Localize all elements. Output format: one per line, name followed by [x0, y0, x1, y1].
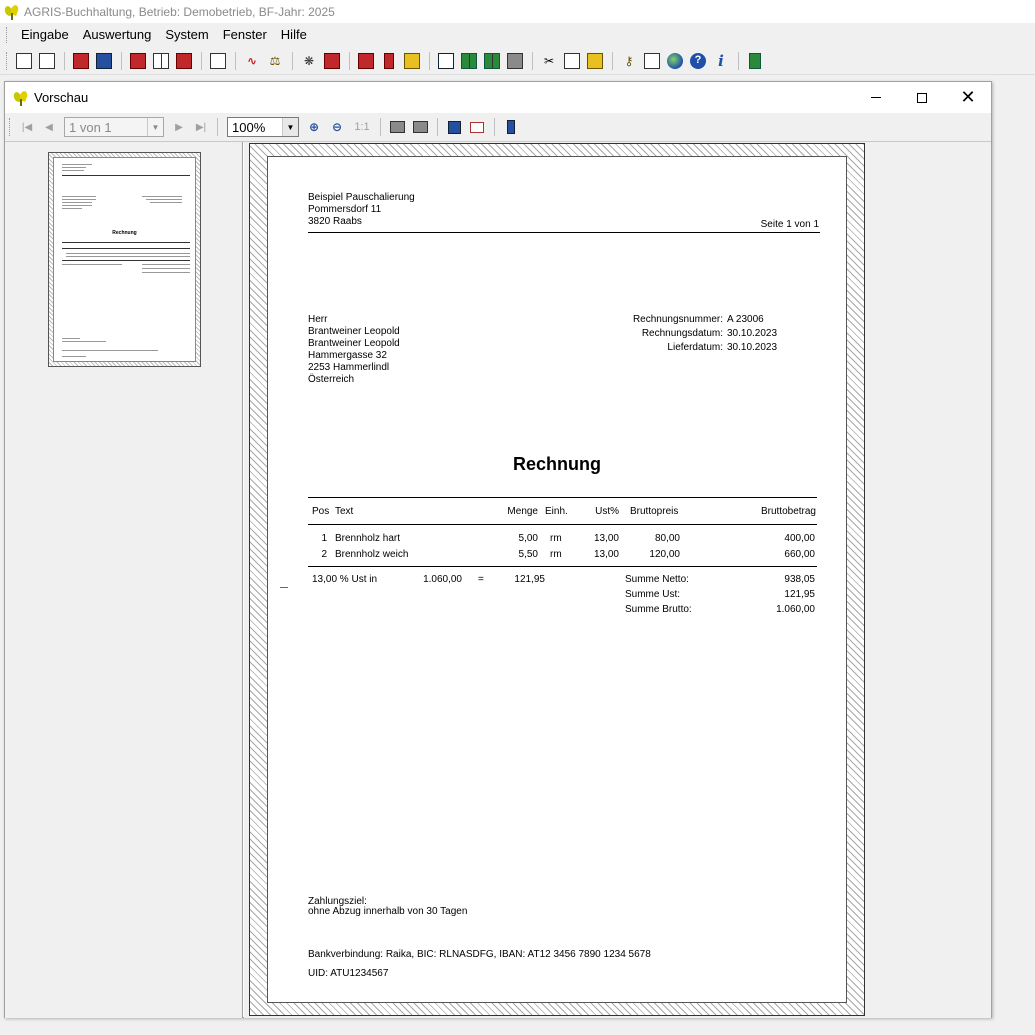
row-2-bruttopreis: 120,00 — [649, 549, 680, 560]
app-title: AGRIS-Buchhaltung, Betrieb: Demobetrieb, BF-Jahr: 2025 — [24, 4, 335, 19]
preview-window — [4, 81, 992, 1018]
globe-icon[interactable] — [664, 50, 686, 72]
col-bruttopreis: Bruttopreis — [630, 506, 679, 517]
copy-icon[interactable] — [207, 50, 229, 72]
maximize-button[interactable] — [899, 82, 945, 113]
minimize-button[interactable] — [853, 82, 899, 113]
recipient-name-2: Brantweiner Leopold — [308, 338, 400, 349]
minimize-icon — [871, 97, 881, 98]
toolbar-separator — [612, 52, 613, 70]
page-thumbnail[interactable] — [48, 152, 201, 367]
edit-icon[interactable] — [13, 50, 35, 72]
preview-toolbar — [5, 113, 991, 141]
next-page-icon[interactable]: ▶ — [175, 121, 183, 133]
payment-terms: ohne Abzug innerhalb von 30 Tagen — [308, 906, 468, 917]
scale-icon[interactable]: ⚖ — [269, 53, 281, 68]
tractor-icon[interactable] — [127, 50, 149, 72]
printer-stack-icon[interactable] — [93, 50, 115, 72]
truck-icon[interactable] — [355, 50, 377, 72]
margin-marker — [280, 587, 288, 588]
payment-label: Zahlungsziel: — [308, 896, 367, 907]
col-ust: Ust% — [595, 506, 619, 517]
toolbar-separator — [380, 118, 381, 136]
print-setup-icon[interactable] — [409, 116, 431, 138]
thumbnail-heading: Rechnung — [112, 230, 137, 236]
agris-logo-icon — [4, 4, 20, 20]
preview-title: Vorschau — [34, 90, 89, 105]
row-2-pos: 2 — [321, 549, 327, 560]
save-icon[interactable] — [504, 50, 526, 72]
toolbar-grip[interactable] — [6, 52, 9, 70]
window-controls — [853, 82, 991, 113]
row-2-bruttobetrag: 660,00 — [784, 549, 815, 560]
header-rule — [308, 232, 820, 233]
save-icon[interactable] — [443, 116, 465, 138]
invoice-number-value: A 23006 — [727, 314, 764, 325]
first-page-icon[interactable]: |◀ — [21, 121, 33, 133]
toolbar-separator — [494, 118, 495, 136]
invoice-number-label: Rechnungsnummer: — [632, 314, 723, 325]
uid-number: UID: ATU1234567 — [308, 968, 389, 979]
page-select[interactable] — [64, 117, 164, 137]
chevron-down-icon[interactable]: ▼ — [282, 118, 298, 136]
preview-toolbar-grip[interactable] — [9, 118, 12, 136]
recipient-salutation: Herr — [308, 314, 328, 325]
sum-ust-value: 121,95 — [784, 589, 815, 600]
paste-icon[interactable] — [561, 50, 583, 72]
sum-brutto-value: 1.060,00 — [776, 604, 815, 615]
close-icon: ✕ — [960, 86, 976, 108]
table-top-rule — [308, 497, 817, 498]
sum-netto-value: 938,05 — [784, 574, 815, 585]
toolbar-separator — [201, 52, 202, 70]
delivery-date-value: 30.10.2023 — [727, 342, 778, 353]
report-icon[interactable] — [435, 50, 457, 72]
row-1-text: Brennholz hart — [335, 533, 401, 544]
table-bottom-rule — [308, 566, 817, 567]
toolbar-separator — [437, 118, 438, 136]
bank-details: Bankverbindung: Raika, BIC: RLNASDFG, IBAN: AT12 3456 7890 1234 5678 — [308, 949, 651, 960]
thumbnail-page — [53, 157, 196, 362]
last-page-icon[interactable]: ▶| — [195, 121, 207, 133]
toolbar-separator — [64, 52, 65, 70]
columns-alt-icon[interactable] — [481, 50, 503, 72]
page-frame — [249, 143, 865, 1016]
invoice-heading: Rechnung — [513, 454, 601, 474]
preview-title-bar — [5, 82, 991, 113]
menu-system[interactable]: System — [165, 27, 209, 42]
worker-icon[interactable] — [401, 50, 423, 72]
menu-hilfe[interactable]: Hilfe — [280, 27, 307, 42]
stack-icon[interactable] — [641, 50, 663, 72]
tax-amount: 121,95 — [514, 574, 545, 585]
row-2-einh: rm — [550, 549, 562, 560]
app-title-bar — [0, 0, 1035, 23]
menubar-grip[interactable] — [6, 27, 9, 43]
toolbar-separator — [292, 52, 293, 70]
recipient-street: Hammergasse 32 — [308, 350, 387, 361]
maximize-icon — [917, 93, 927, 103]
prev-page-icon[interactable]: ◀ — [45, 121, 53, 133]
zoom-select[interactable] — [227, 117, 299, 137]
page-view-area[interactable] — [244, 142, 991, 1018]
row-1-bruttobetrag: 400,00 — [784, 533, 815, 544]
menubar — [0, 23, 1035, 47]
menu-eingabe[interactable]: Eingabe — [21, 27, 69, 42]
main-toolbar — [0, 47, 1035, 75]
table-header-rule — [308, 524, 817, 525]
farm-icon[interactable] — [70, 50, 92, 72]
preview-body — [5, 141, 991, 1017]
exit-icon[interactable] — [744, 50, 766, 72]
toolbar-separator — [121, 52, 122, 70]
toolbar-separator — [738, 52, 739, 70]
chart-icon[interactable]: ∿ — [246, 53, 258, 68]
sender-street: Pommersdorf 11 — [308, 204, 382, 215]
col-bruttobetrag: Bruttobetrag — [760, 506, 816, 517]
network-icon[interactable]: ❋ — [303, 53, 315, 68]
invoice-page — [267, 156, 847, 1003]
row-1-menge: 5,00 — [518, 533, 538, 544]
col-einh: Einh. — [545, 506, 568, 517]
columns-icon[interactable] — [458, 50, 480, 72]
recipient-country: Österreich — [308, 374, 355, 385]
recipient-name: Brantweiner Leopold — [308, 326, 400, 337]
invoice-date-value: 30.10.2023 — [727, 328, 778, 339]
info-icon[interactable]: i — [718, 51, 724, 70]
sum-netto-label: Summe Netto: — [625, 574, 689, 585]
menu-fenster[interactable]: Fenster — [222, 27, 267, 42]
toolbar-separator — [532, 52, 533, 70]
tax-base: 1.060,00 — [423, 574, 462, 585]
sum-ust-label: Summe Ust: — [625, 589, 681, 600]
row-1-pos: 1 — [321, 533, 327, 544]
row-2-ust: 13,00 — [593, 549, 619, 560]
sum-brutto-label: Summe Brutto: — [625, 604, 692, 615]
col-text: Text — [335, 506, 354, 517]
agris-logo-icon — [13, 90, 29, 106]
zoom-value: 100% — [232, 119, 266, 135]
toolbar-separator — [429, 52, 430, 70]
recipient-city: 2253 Hammerlindl — [308, 362, 390, 373]
page-select-value: 1 von 1 — [69, 119, 112, 135]
row-2-text: Brennholz weich — [335, 549, 409, 560]
row-2-menge: 5,50 — [518, 549, 538, 560]
invoice-date-label: Rechnungsdatum: — [641, 328, 723, 339]
grid-icon[interactable] — [150, 50, 172, 72]
folder-icon[interactable] — [36, 50, 58, 72]
dice-icon[interactable] — [321, 50, 343, 72]
toolbar-separator — [349, 52, 350, 70]
row-1-ust: 13,00 — [593, 533, 619, 544]
row-1-einh: rm — [550, 533, 562, 544]
email-icon[interactable] — [466, 116, 488, 138]
sender-name: Beispiel Pauschalierung — [308, 192, 415, 203]
row-1-bruttopreis: 80,00 — [654, 533, 680, 544]
delivery-date-label: Lieferdatum: — [667, 342, 723, 353]
key-icon[interactable]: ⚷ — [624, 53, 634, 68]
clipboard-icon[interactable] — [584, 50, 606, 72]
toolbar-separator — [235, 52, 236, 70]
zoom-in-icon[interactable]: ⊕ — [308, 120, 320, 134]
cut-icon[interactable]: ✂ — [543, 53, 555, 68]
print-icon[interactable] — [386, 116, 408, 138]
tax-rate-label: 13,00 % Ust in — [312, 574, 378, 585]
col-menge: Menge — [507, 506, 538, 517]
close-button[interactable] — [945, 82, 991, 113]
toolbar-separator — [217, 118, 218, 136]
thumbnail-pane — [5, 142, 243, 1018]
one-to-one-button[interactable]: 1:1 — [354, 121, 370, 133]
battery-icon[interactable] — [378, 50, 400, 72]
menu-auswertung[interactable]: Auswertung — [82, 27, 152, 42]
sender-city: 3820 Raabs — [308, 216, 362, 227]
page-number: Seite 1 von 1 — [760, 219, 819, 230]
exit-preview-icon[interactable] — [500, 116, 522, 138]
tax-equals: = — [478, 574, 484, 585]
chevron-down-icon[interactable]: ▼ — [147, 118, 163, 136]
zoom-out-icon[interactable]: ⊖ — [331, 120, 343, 134]
col-pos: Pos — [312, 506, 330, 517]
help-icon[interactable]: ? — [687, 50, 709, 72]
box-icon[interactable] — [173, 50, 195, 72]
